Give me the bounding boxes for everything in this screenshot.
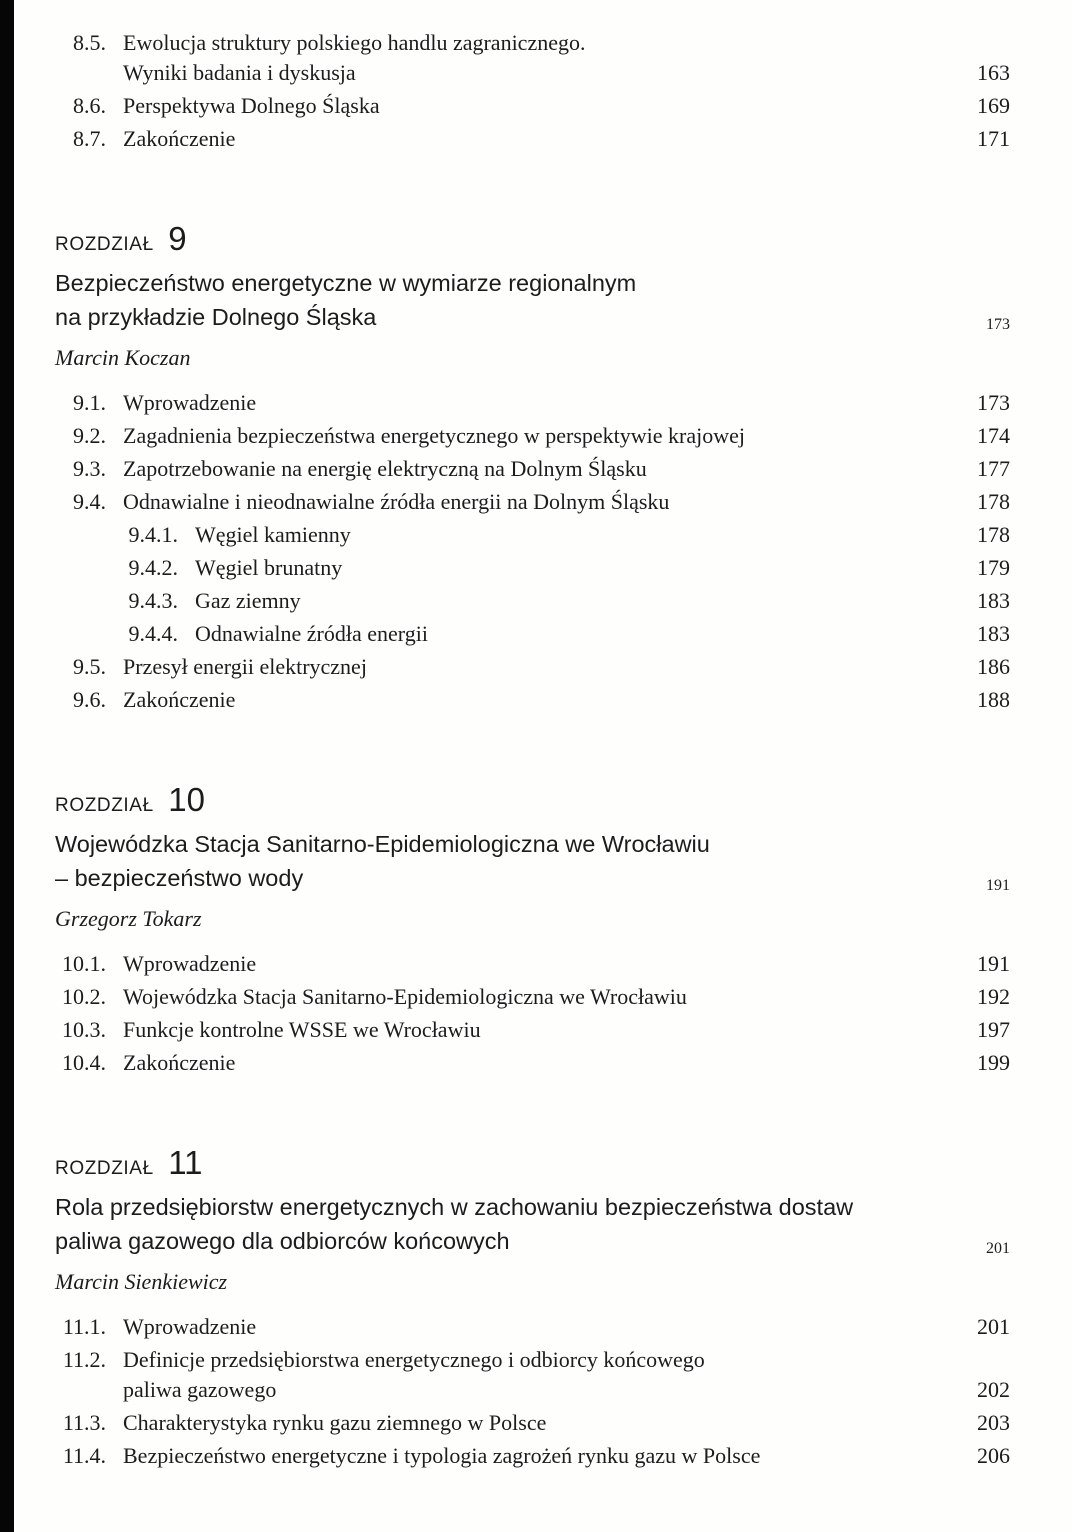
toc-entry-title: Ewolucja struktury polskiego handlu zagranicznego. Wyniki badania i dyskusja (123, 30, 586, 85)
chapter-11 (0, 1144, 1010, 1471)
toc-entry-title: Zagadnienia bezpieczeństwa energetycznego w perspektywie krajowej (123, 423, 746, 448)
toc-entry-number: 10.4. (62, 1050, 106, 1075)
toc-entry-page: 183 (977, 588, 1010, 613)
toc-entry-number: 11.3. (62, 1410, 106, 1435)
chapter-title: Wojewódzka Stacja Sanitarno-Epidemiologiczna we Wrocławiu – bezpieczeństwo wody (55, 831, 710, 891)
chapter-title: Rola przedsiębiorstw energetycznych w zachowaniu bezpieczeństwa dostaw paliwa gazowego dla odbiorców końcowych (55, 1194, 854, 1254)
toc-entry (0, 652, 1010, 682)
toc-entry-number: 9.1. (73, 390, 106, 415)
toc-entry-title: Zakończenie (123, 687, 236, 712)
toc-entry-page: 163 (977, 60, 1010, 85)
toc-entry-title: Zakończenie (123, 126, 236, 151)
toc-entry-number: 10.2. (62, 984, 106, 1009)
toc-entry-number: 10.1. (62, 951, 106, 976)
toc-entry (0, 91, 1010, 121)
toc-entry-page: 178 (977, 489, 1010, 514)
toc-entry-number: 9.3. (73, 456, 106, 481)
toc-entry-title: Przesył energii elektrycznej (123, 654, 367, 679)
toc-entry-title: Bezpieczeństwo energetyczne i typologia zagrożeń rynku gazu w Polsce (123, 1443, 761, 1468)
toc-entry (0, 949, 1010, 979)
chapter-heading (55, 1144, 1010, 1182)
toc-entry (0, 487, 1010, 517)
toc-subentry (0, 619, 1010, 649)
toc-entry-title: Odnawialne źródła energii (195, 621, 428, 646)
toc-entry-number: 11.4. (62, 1443, 106, 1468)
toc-entry-number: 9.6. (73, 687, 106, 712)
toc-entry (0, 1345, 1010, 1405)
toc-entry-number: 10.3. (62, 1017, 106, 1042)
toc-entry (0, 454, 1010, 484)
toc-subentry (0, 586, 1010, 616)
toc-entry (0, 124, 1010, 154)
toc-entry (0, 1048, 1010, 1078)
toc-entry-number: 9.5. (73, 654, 106, 679)
toc-entry-number: 11.1. (62, 1314, 106, 1339)
toc-entry-title: Charakterystyka rynku gazu ziemnego w Polsce (123, 1410, 547, 1435)
toc-entry-page: 179 (977, 555, 1010, 580)
chapter-title-row (0, 1190, 1010, 1258)
toc-entry (0, 1312, 1010, 1342)
toc-entry-page: 199 (977, 1050, 1010, 1075)
chapter-page: 173 (986, 316, 1010, 333)
toc-entry-page: 173 (977, 390, 1010, 415)
toc-entry-title: Perspektywa Dolnego Śląska (123, 93, 380, 118)
toc-entry (0, 388, 1010, 418)
toc-entry-number: 9.4.3. (128, 588, 178, 613)
chapter-author: Marcin Sienkiewicz (55, 1269, 228, 1294)
toc-entry-title: Węgiel kamienny (195, 522, 351, 547)
chapter-label: ROZDZIAŁ (55, 1158, 154, 1179)
toc-entry-number: 9.4.1. (128, 522, 178, 547)
toc-entry-page: 169 (977, 93, 1010, 118)
toc-entry-number: 8.5. (73, 30, 106, 55)
toc-entry-page: 203 (977, 1410, 1010, 1435)
toc-entry-page: 177 (977, 456, 1010, 481)
toc-entry-title: Zapotrzebowanie na energię elektryczną na Dolnym Śląsku (123, 456, 647, 481)
toc-entry-title: Wprowadzenie (123, 951, 257, 976)
chapter-number: 10 (168, 781, 205, 818)
toc-entry-title: Wprowadzenie (123, 1314, 257, 1339)
toc-entry-number: 9.4.2. (128, 555, 178, 580)
chapter-author: Grzegorz Tokarz (55, 906, 202, 931)
toc-entry (0, 1408, 1010, 1438)
toc-entry (0, 1015, 1010, 1045)
toc-entry-page: 186 (977, 654, 1010, 679)
toc-entry (0, 1441, 1010, 1471)
toc-entry-page: 188 (977, 687, 1010, 712)
toc-subentry (0, 520, 1010, 550)
chapter-heading (55, 220, 1010, 258)
toc-entry-number: 9.2. (73, 423, 106, 448)
toc-entry-number: 9.4.4. (128, 621, 178, 646)
toc-entry (0, 685, 1010, 715)
scan-edge-artifact (0, 0, 14, 1532)
toc-entry-page: 174 (977, 423, 1010, 448)
chapter-label: ROZDZIAŁ (55, 234, 154, 255)
toc-entry-page: 191 (977, 951, 1010, 976)
toc-entry-page: 202 (977, 1377, 1010, 1402)
chapter-heading (55, 781, 1010, 819)
toc-entry-page: 178 (977, 522, 1010, 547)
toc-entry-page: 197 (977, 1017, 1010, 1042)
chapter-title-row (0, 827, 1010, 895)
toc-entry-page: 201 (977, 1314, 1010, 1339)
chapter-page: 201 (986, 1240, 1010, 1257)
toc-entry-number: 8.6. (73, 93, 106, 118)
toc-entry-title: Zakończenie (123, 1050, 236, 1075)
toc-entry-number: 11.2. (62, 1347, 106, 1372)
toc-entry-title: Wprowadzenie (123, 390, 257, 415)
chapter-author: Marcin Koczan (55, 345, 191, 370)
toc-entry-page: 192 (977, 984, 1010, 1009)
chapter-number: 9 (168, 220, 187, 257)
toc-entry (0, 28, 1010, 88)
chapter-8-entries (0, 28, 1010, 154)
toc-entry-title: Definicje przedsiębiorstwa energetycznego i odbiorcy końcowego paliwa gazowego (123, 1347, 705, 1402)
chapter-title: Bezpieczeństwo energetyczne w wymiarze regionalnym na przykładzie Dolnego Śląska (55, 270, 637, 330)
toc-entry-page: 171 (977, 126, 1010, 151)
toc-entry-page: 206 (977, 1443, 1010, 1468)
chapter-9 (0, 220, 1010, 715)
chapter-number: 11 (168, 1144, 203, 1181)
toc-subentry (0, 553, 1010, 583)
toc-entry-number: 8.7. (73, 126, 106, 151)
toc-entry-title: Odnawialne i nieodnawialne źródła energii na Dolnym Śląsku (123, 489, 670, 514)
toc-entry-page: 183 (977, 621, 1010, 646)
toc-entry-title: Funkcje kontrolne WSSE we Wrocławiu (123, 1017, 481, 1042)
chapter-title-row (0, 266, 1010, 334)
toc-entry-title: Wojewódzka Stacja Sanitarno-Epidemiologiczna we Wrocławiu (123, 984, 687, 1009)
toc-entry (0, 982, 1010, 1012)
chapter-10 (0, 781, 1010, 1078)
toc-entry-number: 9.4. (73, 489, 106, 514)
toc-entry-title: Gaz ziemny (195, 588, 301, 613)
chapter-page: 191 (986, 877, 1010, 894)
chapter-label: ROZDZIAŁ (55, 795, 154, 816)
toc-entry-title: Węgiel brunatny (195, 555, 343, 580)
toc-entry (0, 421, 1010, 451)
